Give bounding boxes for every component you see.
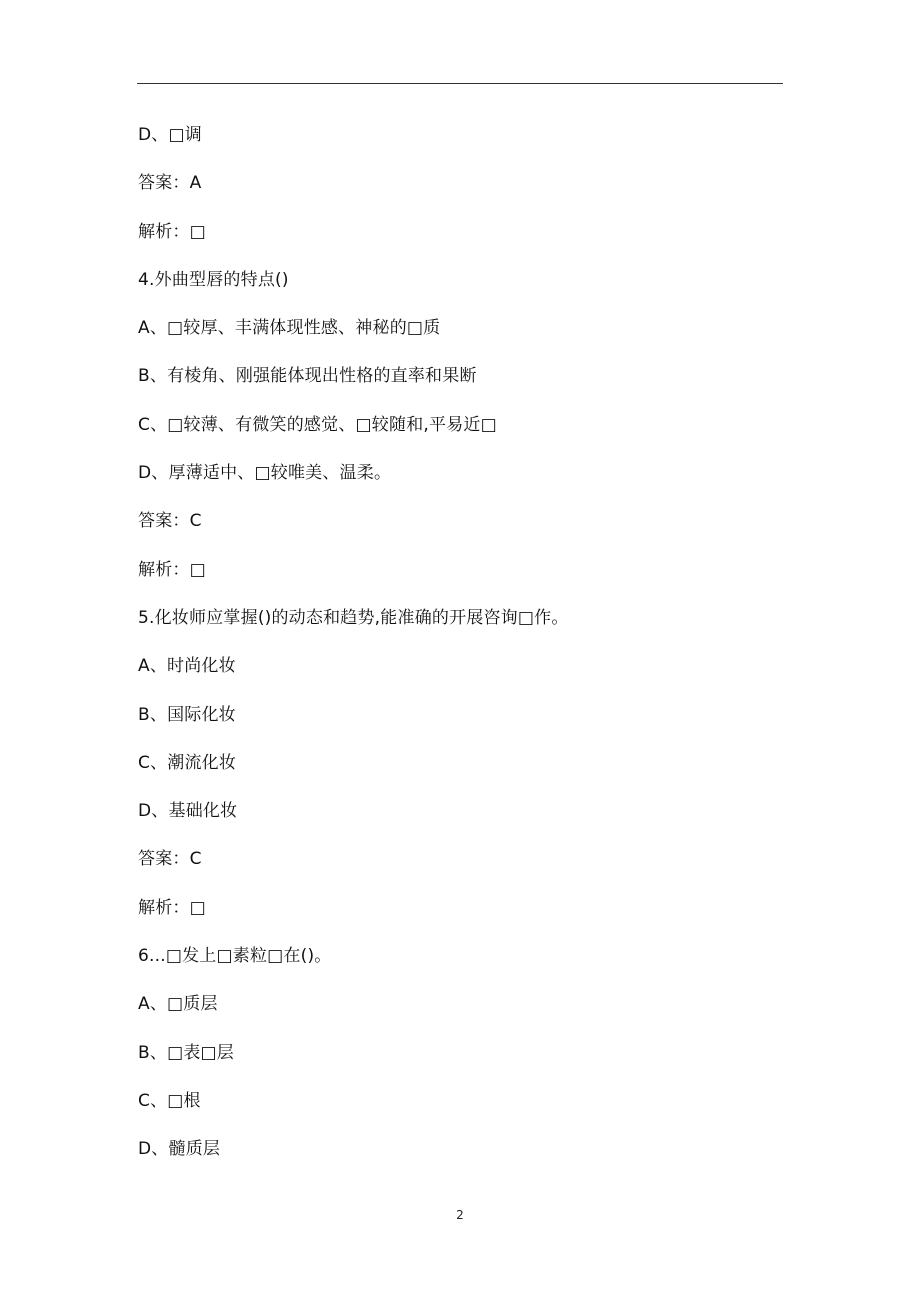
option-d-q6: D、髓质层 — [138, 1139, 221, 1160]
question-4: 4.外曲型唇的特点() — [138, 269, 289, 290]
option-b-q5: B、国际化妆 — [138, 704, 236, 725]
option-d-q5: D、基础化妆 — [138, 801, 238, 822]
option-b-q6: B、□表□层 — [138, 1042, 234, 1063]
option-d-q4: D、厚薄适中、□较唯美、温柔。 — [138, 463, 392, 484]
analysis-q4: 解析：□ — [138, 559, 206, 580]
question-5: 5.化妆师应掌握()的动态和趋势,能准确的开展咨询□作。 — [138, 607, 569, 628]
option-a-q6: A、□质层 — [138, 994, 218, 1015]
analysis-q5: 解析：□ — [138, 897, 206, 918]
option-c-q5: C、潮流化妆 — [138, 752, 237, 773]
header-rule — [137, 83, 783, 84]
option-a-q4: A、□较厚、丰满体现性感、神秘的□质 — [138, 318, 441, 339]
analysis-q3: 解析：□ — [138, 221, 206, 242]
option-b-q4: B、有棱角、刚强能体现出性格的直率和果断 — [138, 366, 477, 387]
answer-q3: 答案：A — [138, 173, 202, 194]
document-body — [138, 120, 788, 1183]
option-c-q6: C、□根 — [138, 1090, 201, 1111]
answer-q4: 答案：C — [138, 511, 202, 532]
question-6: 6...□发上□素粒□在()。 — [138, 946, 332, 967]
option-a-q5: A、时尚化妆 — [138, 656, 236, 677]
option-d-q3: D、□调 — [138, 125, 202, 145]
option-c-q4: C、□较薄、有微笑的感觉、□较随和,平易近□ — [138, 414, 497, 435]
page-number: 2 — [456, 1208, 464, 1222]
answer-q5: 答案：C — [138, 849, 202, 870]
